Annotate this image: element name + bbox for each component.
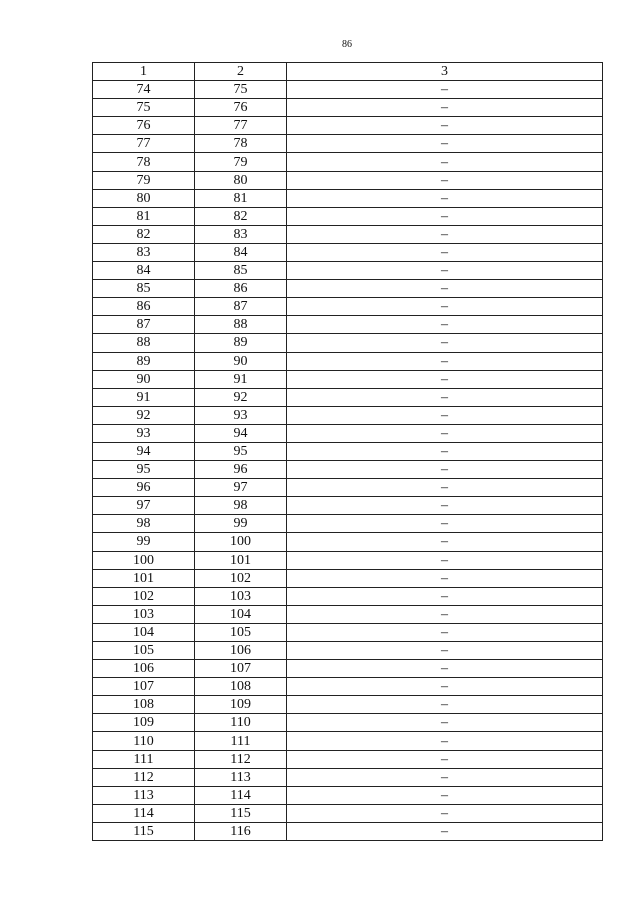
table-cell-col-3: – xyxy=(287,732,603,750)
table-cell-col-3: – xyxy=(287,804,603,822)
table-cell-col-1: 86 xyxy=(93,298,195,316)
table-row xyxy=(93,135,603,153)
table-cell-col-3: – xyxy=(287,316,603,334)
table-cell-col-3: – xyxy=(287,370,603,388)
table-row xyxy=(93,660,603,678)
table-cell-col-2: 95 xyxy=(195,442,287,460)
table-cell-col-3: – xyxy=(287,533,603,551)
table-cell-col-3: – xyxy=(287,298,603,316)
table-cell-col-1: 102 xyxy=(93,587,195,605)
table-row xyxy=(93,243,603,261)
table-row xyxy=(93,768,603,786)
table-row xyxy=(93,533,603,551)
table-row xyxy=(93,370,603,388)
table-cell-col-2: 93 xyxy=(195,406,287,424)
table-cell-col-3: – xyxy=(287,207,603,225)
table-cell-col-1: 115 xyxy=(93,822,195,840)
table-cell-col-2: 109 xyxy=(195,696,287,714)
table-cell-col-1: 84 xyxy=(93,262,195,280)
table-cell-col-1: 76 xyxy=(93,117,195,135)
table-cell-col-3: – xyxy=(287,280,603,298)
table-cell-col-2: 94 xyxy=(195,424,287,442)
table-cell-col-2: 107 xyxy=(195,660,287,678)
table-cell-col-1: 89 xyxy=(93,352,195,370)
table-cell-col-3: – xyxy=(287,605,603,623)
data-table xyxy=(92,62,603,841)
table-cell-col-3: – xyxy=(287,497,603,515)
table-cell-col-2: 97 xyxy=(195,479,287,497)
table-cell-col-1: 91 xyxy=(93,388,195,406)
table-cell-col-2: 90 xyxy=(195,352,287,370)
table-row xyxy=(93,551,603,569)
table-cell-col-2: 99 xyxy=(195,515,287,533)
table-row xyxy=(93,352,603,370)
table-cell-col-3: – xyxy=(287,660,603,678)
table-row xyxy=(93,153,603,171)
table-cell-col-1: 99 xyxy=(93,533,195,551)
table-cell-col-3: – xyxy=(287,515,603,533)
table-cell-col-3: – xyxy=(287,406,603,424)
column-header-1: 1 xyxy=(93,63,195,81)
table-cell-col-1: 101 xyxy=(93,569,195,587)
table-row xyxy=(93,732,603,750)
table-cell-col-2: 113 xyxy=(195,768,287,786)
table-cell-col-1: 113 xyxy=(93,786,195,804)
table-cell-col-2: 116 xyxy=(195,822,287,840)
table-row xyxy=(93,786,603,804)
table-cell-col-2: 82 xyxy=(195,207,287,225)
table-cell-col-1: 74 xyxy=(93,81,195,99)
table-cell-col-1: 78 xyxy=(93,153,195,171)
table-cell-col-1: 87 xyxy=(93,316,195,334)
table-cell-col-3: – xyxy=(287,786,603,804)
table-cell-col-3: – xyxy=(287,587,603,605)
table-cell-col-3: – xyxy=(287,225,603,243)
table-cell-col-2: 100 xyxy=(195,533,287,551)
table-cell-col-1: 85 xyxy=(93,280,195,298)
table-cell-col-3: – xyxy=(287,822,603,840)
table-row xyxy=(93,171,603,189)
table-cell-col-2: 76 xyxy=(195,99,287,117)
table-row xyxy=(93,334,603,352)
table-cell-col-1: 112 xyxy=(93,768,195,786)
table-cell-col-3: – xyxy=(287,714,603,732)
table-cell-col-2: 105 xyxy=(195,623,287,641)
table-row xyxy=(93,388,603,406)
table-cell-col-1: 77 xyxy=(93,135,195,153)
table-cell-col-1: 98 xyxy=(93,515,195,533)
table-row xyxy=(93,316,603,334)
table-cell-col-2: 89 xyxy=(195,334,287,352)
table-cell-col-1: 105 xyxy=(93,642,195,660)
table-cell-col-1: 80 xyxy=(93,189,195,207)
table-cell-col-2: 108 xyxy=(195,678,287,696)
table-cell-col-3: – xyxy=(287,768,603,786)
table-cell-col-2: 114 xyxy=(195,786,287,804)
table-cell-col-1: 100 xyxy=(93,551,195,569)
table-cell-col-1: 88 xyxy=(93,334,195,352)
table-cell-col-3: – xyxy=(287,424,603,442)
table-cell-col-2: 112 xyxy=(195,750,287,768)
table-cell-col-2: 106 xyxy=(195,642,287,660)
table-cell-col-2: 80 xyxy=(195,171,287,189)
table-cell-col-2: 88 xyxy=(195,316,287,334)
table-cell-col-2: 83 xyxy=(195,225,287,243)
table-cell-col-3: – xyxy=(287,117,603,135)
table-header-row xyxy=(93,63,603,81)
table-cell-col-3: – xyxy=(287,352,603,370)
page-number: 86 xyxy=(342,39,352,50)
table-cell-col-3: – xyxy=(287,569,603,587)
table-row xyxy=(93,406,603,424)
table-row xyxy=(93,298,603,316)
table-body xyxy=(93,81,603,841)
table-cell-col-2: 98 xyxy=(195,497,287,515)
table-cell-col-2: 91 xyxy=(195,370,287,388)
table-cell-col-2: 110 xyxy=(195,714,287,732)
table-cell-col-1: 90 xyxy=(93,370,195,388)
table-cell-col-2: 102 xyxy=(195,569,287,587)
table-cell-col-2: 96 xyxy=(195,461,287,479)
table-cell-col-3: – xyxy=(287,171,603,189)
table-cell-col-3: – xyxy=(287,642,603,660)
table-row xyxy=(93,225,603,243)
table-cell-col-2: 77 xyxy=(195,117,287,135)
table-row xyxy=(93,605,603,623)
table-row xyxy=(93,117,603,135)
table-cell-col-2: 81 xyxy=(195,189,287,207)
table-cell-col-1: 110 xyxy=(93,732,195,750)
table-cell-col-3: – xyxy=(287,334,603,352)
table-row xyxy=(93,280,603,298)
table-row xyxy=(93,442,603,460)
table-cell-col-1: 75 xyxy=(93,99,195,117)
table-cell-col-1: 97 xyxy=(93,497,195,515)
table-cell-col-2: 84 xyxy=(195,243,287,261)
table-cell-col-3: – xyxy=(287,442,603,460)
table-cell-col-1: 81 xyxy=(93,207,195,225)
table-cell-col-3: – xyxy=(287,623,603,641)
table-cell-col-1: 94 xyxy=(93,442,195,460)
table-cell-col-2: 103 xyxy=(195,587,287,605)
table-cell-col-3: – xyxy=(287,135,603,153)
table-cell-col-1: 95 xyxy=(93,461,195,479)
table-cell-col-3: – xyxy=(287,479,603,497)
table-row xyxy=(93,804,603,822)
column-header-3: 3 xyxy=(287,63,603,81)
table-cell-col-3: – xyxy=(287,81,603,99)
table-cell-col-1: 111 xyxy=(93,750,195,768)
table-row xyxy=(93,207,603,225)
table-cell-col-1: 82 xyxy=(93,225,195,243)
table-row xyxy=(93,262,603,280)
table-cell-col-3: – xyxy=(287,243,603,261)
table-cell-col-3: – xyxy=(287,461,603,479)
table-row xyxy=(93,750,603,768)
table-row xyxy=(93,696,603,714)
table-cell-col-2: 78 xyxy=(195,135,287,153)
table-cell-col-1: 83 xyxy=(93,243,195,261)
table-row xyxy=(93,189,603,207)
table-cell-col-3: – xyxy=(287,189,603,207)
table-cell-col-1: 92 xyxy=(93,406,195,424)
table-row xyxy=(93,678,603,696)
table-cell-col-2: 92 xyxy=(195,388,287,406)
table-cell-col-1: 114 xyxy=(93,804,195,822)
table-cell-col-3: – xyxy=(287,153,603,171)
table-cell-col-1: 108 xyxy=(93,696,195,714)
table-cell-col-3: – xyxy=(287,388,603,406)
table-row xyxy=(93,714,603,732)
table-cell-col-2: 79 xyxy=(195,153,287,171)
table-cell-col-1: 109 xyxy=(93,714,195,732)
table-cell-col-2: 85 xyxy=(195,262,287,280)
table-cell-col-3: – xyxy=(287,551,603,569)
table-cell-col-2: 101 xyxy=(195,551,287,569)
table-cell-col-1: 93 xyxy=(93,424,195,442)
table-cell-col-1: 104 xyxy=(93,623,195,641)
table-cell-col-3: – xyxy=(287,99,603,117)
table-cell-col-1: 103 xyxy=(93,605,195,623)
table-cell-col-1: 106 xyxy=(93,660,195,678)
table-row xyxy=(93,623,603,641)
table-cell-col-1: 79 xyxy=(93,171,195,189)
table-cell-col-2: 104 xyxy=(195,605,287,623)
column-header-2: 2 xyxy=(195,63,287,81)
table-row xyxy=(93,642,603,660)
table-cell-col-1: 107 xyxy=(93,678,195,696)
table-cell-col-2: 111 xyxy=(195,732,287,750)
table-cell-col-3: – xyxy=(287,750,603,768)
table-row xyxy=(93,424,603,442)
table-row xyxy=(93,461,603,479)
table-cell-col-3: – xyxy=(287,696,603,714)
table-cell-col-2: 75 xyxy=(195,81,287,99)
table-row xyxy=(93,99,603,117)
table-row xyxy=(93,515,603,533)
table-row xyxy=(93,81,603,99)
table-row xyxy=(93,497,603,515)
table-row xyxy=(93,569,603,587)
table-cell-col-2: 115 xyxy=(195,804,287,822)
table-row xyxy=(93,822,603,840)
table-cell-col-2: 87 xyxy=(195,298,287,316)
table-cell-col-3: – xyxy=(287,678,603,696)
table-cell-col-2: 86 xyxy=(195,280,287,298)
table-row xyxy=(93,479,603,497)
table-row xyxy=(93,587,603,605)
table-cell-col-1: 96 xyxy=(93,479,195,497)
table-cell-col-3: – xyxy=(287,262,603,280)
